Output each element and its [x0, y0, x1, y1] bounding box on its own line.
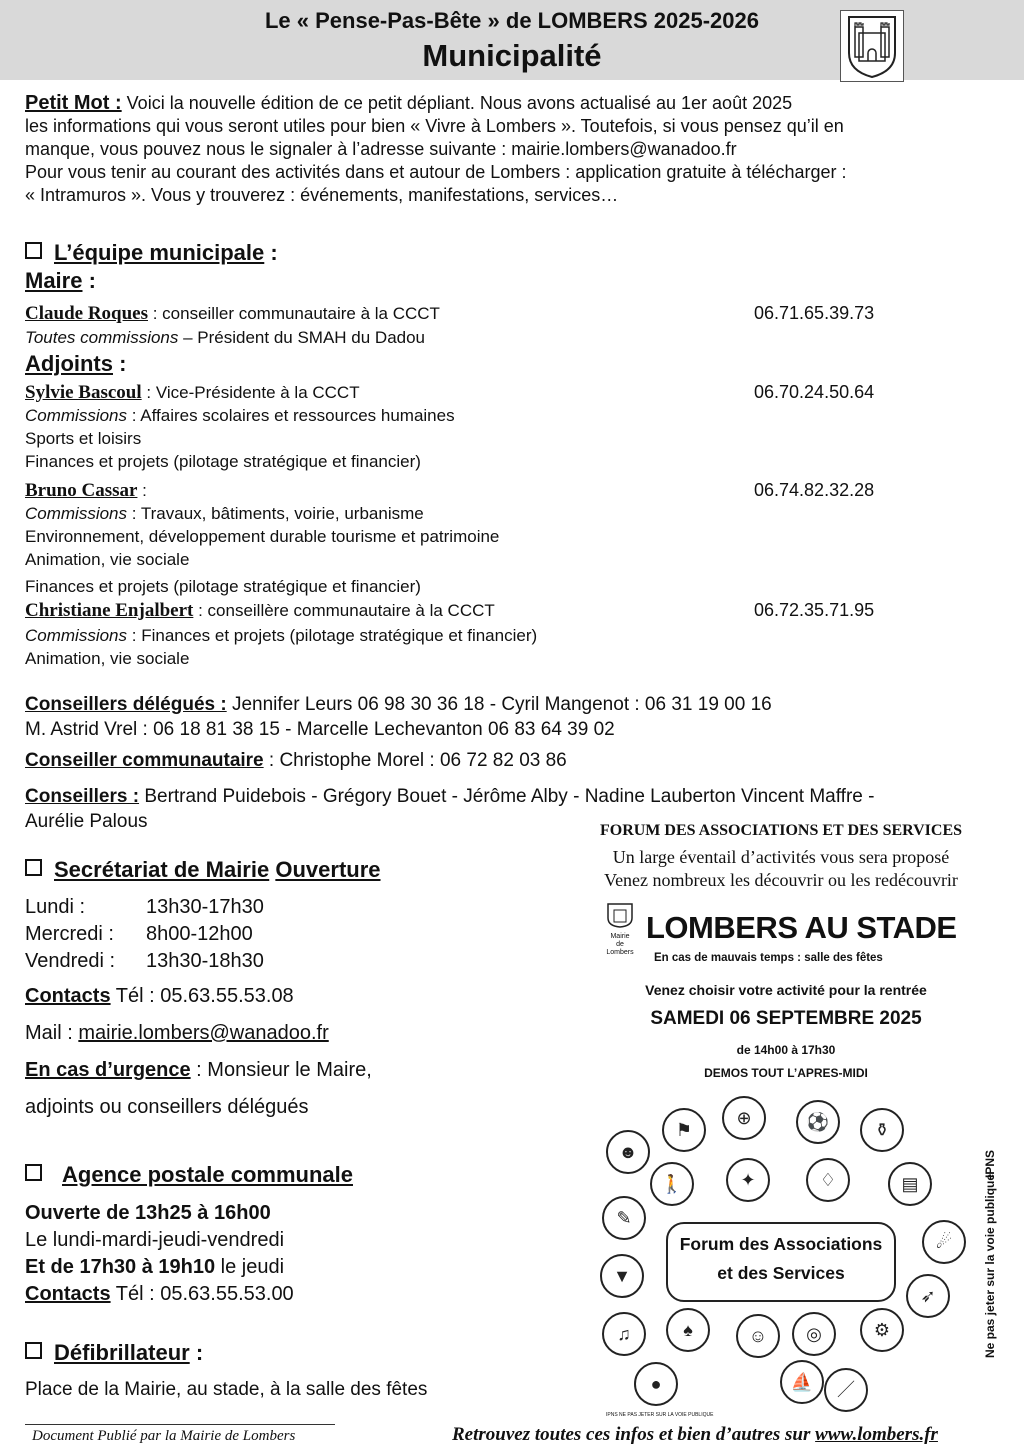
secretariat-heading: Secrétariat de Mairie Ouverture [25, 857, 381, 883]
forum-block [566, 822, 996, 892]
adjoint-phone: 06.70.24.50.64 [754, 382, 875, 402]
judo-icon: ✦ [726, 1158, 770, 1202]
defib-heading: Défibrillateur : [25, 1340, 203, 1366]
adjoint-commission-line: Animation, vie sociale [25, 550, 190, 569]
reading-icon: ✎ [602, 1196, 646, 1240]
runner-icon: ➶ [906, 1274, 950, 1318]
castle-crest-icon [840, 10, 904, 82]
secretariat-contacts: Contacts Tél : 05.63.55.53.08 [25, 985, 294, 1007]
opening-hours [25, 894, 264, 975]
side-ipns: IPNS [983, 1149, 997, 1178]
poster-headline: LOMBERS AU STADE [646, 910, 957, 945]
adjoint-name: Christiane Enjalbert [25, 600, 194, 621]
petit-mot-section [25, 92, 1005, 207]
agence-heading: Agence postale communale [25, 1162, 353, 1188]
adjoint-name-line: Sylvie Bascoul : Vice-Présidente à la CCCT [25, 382, 360, 403]
hours-row: Mercredi : 8h00-12h00 [25, 923, 253, 945]
adjoint-commission-line: Sports et loisirs [25, 429, 142, 448]
bunting-icon: ▼ [600, 1254, 644, 1298]
footer-left: Document Publié par la Mairie de Lombers [32, 1428, 296, 1444]
adjoint-commission-line: Environnement, développement durable tourisme et patrimoine [25, 527, 500, 546]
side-note: Ne pas jeter sur la voie publique [983, 1173, 997, 1358]
checkbox-icon [25, 1342, 42, 1359]
forum-title: FORUM DES ASSOCIATIONS ET DES SERVICES [599, 822, 963, 839]
poster-date: SAMEDI 06 SEPTEMBRE 2025 [650, 1008, 922, 1029]
forum-poster [596, 900, 976, 1420]
agence-hours: Ouverte de 13h25 à 16h00 Le lundi-mardi-jeudi-vendredi Et de 17h30 à 19h10 le jeudi Contacts Tél : 05.63.55.53.00 [25, 1202, 294, 1305]
adjoint-name-line: Christiane Enjalbert : conseillère communautaire à la CCCT [25, 600, 495, 621]
petit-mot-line2: les informations qui vous seront utiles pour bien « Vivre à Lombers ». Toutefois, si vous pensez qu’il en [25, 116, 844, 136]
runner-icon: ☄ [922, 1220, 966, 1264]
document-title: Le « Pense-Pas-Bête » de LOMBERS 2025-2026 [264, 8, 759, 33]
petit-mot-line1: Petit Mot : Voici la nouvelle édition de ce petit dépliant. Nous avons actualisé au 1er août 2025 [25, 92, 793, 114]
chat-people-icon: ☻ [606, 1130, 650, 1174]
conseillers-list: Conseillers : Bertrand Puidebois - Grégory Bouet - Jérôme Alby - Nadine Lauberton Vincent Maffre - Aurélie Palous [25, 786, 875, 832]
poster-time: de 14h00 à 17h30 [736, 1043, 836, 1057]
castle-logo-icon [605, 902, 635, 928]
hours-row: Vendredi : 13h30-18h30 [25, 950, 264, 972]
maire-name: Claude Roques [25, 303, 148, 324]
pacifier-icon: ◎ [792, 1312, 836, 1356]
adjoint-name: Sylvie Bascoul [25, 382, 142, 403]
conseiller-communautaire: Conseiller communautaire : Christophe Morel : 06 72 82 03 86 [25, 750, 567, 771]
stretch-icon: ♢ [806, 1158, 850, 1202]
flag-person-icon: ⚑ [662, 1108, 706, 1152]
urgence-line2: adjoints ou conseillers délégués [25, 1096, 309, 1118]
adjoints-label: Adjoints : [25, 351, 127, 376]
maire-phone: 06.71.65.39.73 [754, 303, 875, 323]
checkbox-icon [25, 859, 42, 876]
secretariat-mail: Mail : mairie.lombers@wanadoo.fr [25, 1022, 329, 1044]
adjoint-name-line: Bruno Cassar : [25, 480, 147, 501]
cyclist-icon: ⚙ [860, 1308, 904, 1352]
maire-name-line: Claude Roques : conseiller communautaire à la CCCT [25, 303, 440, 324]
maire-commissions: Toutes commissions – Président du SMAH du Dadou [25, 328, 426, 347]
petit-mot-line5: « Intramuros ». Vous y trouverez : événements, manifestations, services… [25, 185, 619, 205]
conseillers-delegues-label: Conseillers délégués : [25, 694, 227, 715]
petit-mot-line4: Pour vous tenir au courant des activités dans et autour de Lombers : application gratuite à télécharger : [25, 162, 847, 182]
website-link[interactable]: www.lombers.fr [815, 1424, 938, 1445]
adjoint-phone: 06.74.82.32.28 [754, 480, 875, 500]
equipe-heading: L’équipe municipale : [25, 240, 278, 266]
target-icon: ⊕ [722, 1096, 766, 1140]
adjoint-commission-line: Animation, vie sociale [25, 649, 190, 668]
maire-label: Maire : [25, 268, 96, 293]
hours-row: Lundi : 13h30-17h30 [25, 896, 264, 918]
defib-text: Place de la Mairie, au stade, à la salle des fêtes [25, 1379, 428, 1400]
ball-icon: ● [634, 1362, 678, 1406]
vase-icon: ⚱ [860, 1108, 904, 1152]
mairie-logo: Mairie de Lombers [600, 902, 640, 957]
parents-child-icon: ☺ [736, 1314, 780, 1358]
soccer-ball-icon: ⚽ [796, 1100, 840, 1144]
adjoint-phone: 06.72.35.71.95 [754, 600, 875, 620]
music-notes-icon: ♫ [602, 1312, 646, 1356]
footer-rule [25, 1424, 335, 1425]
checkbox-icon [25, 1164, 42, 1181]
poster-invite: Venez choisir votre activité pour la rentrée [645, 982, 927, 998]
adjoint-commission-line: Finances et projets (pilotage stratégique et financier) [25, 577, 421, 596]
cards-icon: ♠ [666, 1308, 710, 1352]
books-icon: ▤ [888, 1162, 932, 1206]
checkbox-icon [25, 242, 42, 259]
adjoint-commissions: Commissions : Travaux, bâtiments, voirie, urbanisme [25, 504, 424, 523]
poster-demos: DEMOS TOUT L’APRES-MIDI [704, 1066, 868, 1080]
adjoint-commissions: Commissions : Finances et projets (pilotage stratégique et financier) [25, 626, 538, 645]
conseillers-delegues: Conseillers délégués : Jennifer Leurs 06 98 30 36 18 - Cyril Mangenot : 06 31 19 00 16 M. Astrid Vrel : 06 18 81 38 15 - Marcelle Lechevanton 06 83 64 39 02 [25, 694, 772, 740]
rifle-icon: ／ [824, 1368, 868, 1412]
poster-center-box: Forum des Associations et des Services [666, 1222, 896, 1302]
poster-weather: En cas de mauvais temps : salle des fêtes [654, 952, 883, 964]
sailboat-icon: ⛵ [780, 1360, 824, 1404]
urgence: En cas d’urgence : Monsieur le Maire, [25, 1059, 372, 1081]
forum-line2: Venez nombreux les découvrir ou les redécouvrir [604, 870, 958, 890]
mail-link[interactable]: mairie.lombers@wanadoo.fr [78, 1022, 329, 1044]
adjoint-name: Bruno Cassar [25, 480, 138, 501]
adjoint-commissions: Commissions : Affaires scolaires et ressources humaines [25, 406, 455, 425]
petit-mot-label: Petit Mot : [25, 92, 122, 114]
hiker-icon: 🚶 [650, 1162, 694, 1206]
footer-right: Retrouvez toutes ces infos et bien d’autres sur www.lombers.fr [452, 1424, 938, 1445]
petit-mot-line3: manque, vous pouvez nous le signaler à l’adresse suivante : mairie.lombers@wanadoo.fr [25, 139, 737, 159]
document-subtitle: Municipalité [422, 38, 602, 73]
forum-line1: Un large éventail d’activités vous sera proposé [612, 847, 950, 867]
adjoint-commission-line: Finances et projets (pilotage stratégique et financier) [25, 452, 421, 471]
poster-small-print: IPNS NE PAS JETER SUR LA VOIE PUBLIQUE [606, 1412, 714, 1418]
